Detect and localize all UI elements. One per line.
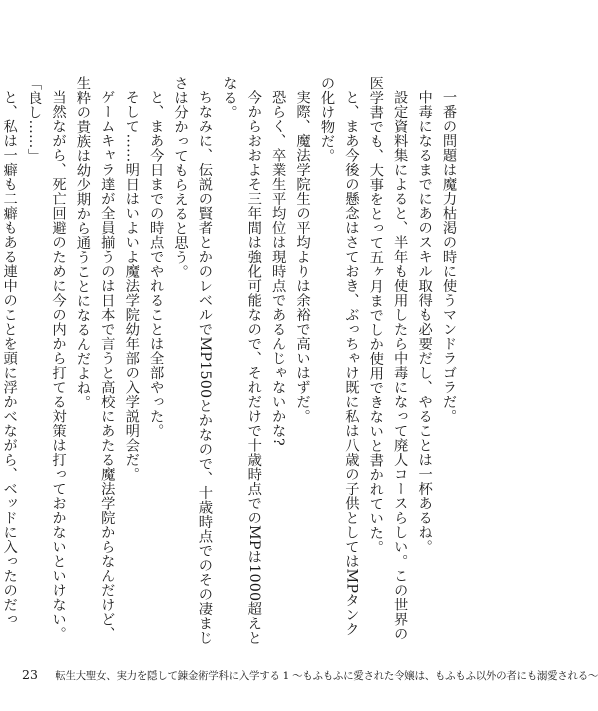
paragraph: ちなみに、伝説の賢者とかのレベルでMP1500とかなので、十歳時点でのその凄まじさは分かってもらえると思う。 — [172, 76, 213, 646]
paragraph: ゲームキャラ達が全員揃うのは日本で言うと高校にあたる魔法学院からなんだけど、生粋の貴族は幼少期から通うことになるんだよね。 — [74, 76, 116, 642]
paragraph: 今からおおよそ三年間は強化可能なので、それだけで十歳時点でのMPは1000超えとなる。 — [221, 76, 262, 646]
book-title: 転生大聖女、実力を隠して錬金術学科に入学する 1 〜もふもふに愛された令嬢は、もふもふ以外の者にも溺愛される〜 — [55, 670, 598, 682]
paragraph: 恐らく、卒業生平均位は現時点であるんじゃないかな? — [270, 90, 287, 447]
paragraph: と、私は一癖も二癖もある連中のことを頭に浮かべながら、ベッドに入ったのだっ — [1, 90, 18, 627]
paragraph: と、まあ今日までの時点でやれることは全部やった。 — [148, 90, 165, 439]
body-text — [1, 76, 461, 648]
paragraph: 当然ながら、死亡回避のために今の内から打てる対策は打っておかないといけない。 — [50, 90, 67, 642]
paragraph: 設定資料集によると、半年も使用したら中毒になって廃人コースらしい。この世界の医学書でも、大事をとって五ヶ月までしか使用できないと書かれていた。 — [367, 76, 409, 642]
paragraph: 実際、魔法学院生の平均よりは余裕で高いはずだ。 — [294, 90, 311, 424]
paragraph: 中毒になるまでにあのスキル取得も必要だし、やることは一杯あるね。 — [416, 90, 433, 555]
page-number: 23 — [22, 667, 38, 682]
paragraph: 一番の問題は魔力枯渇の時に使うマンドラゴラだ。 — [441, 90, 457, 424]
paragraph: と、まあ今後の懸念はさておき、ぶっちゃけ既に私は八歳の子供としてはMPタンクの化け物だ。 — [318, 76, 360, 637]
paragraph: そして……明日はいよいよ魔法学院幼年部の入学説明会だ。 — [123, 90, 140, 482]
page-footer — [22, 665, 598, 685]
dialogue-line: 「良し……」 — [26, 76, 43, 163]
